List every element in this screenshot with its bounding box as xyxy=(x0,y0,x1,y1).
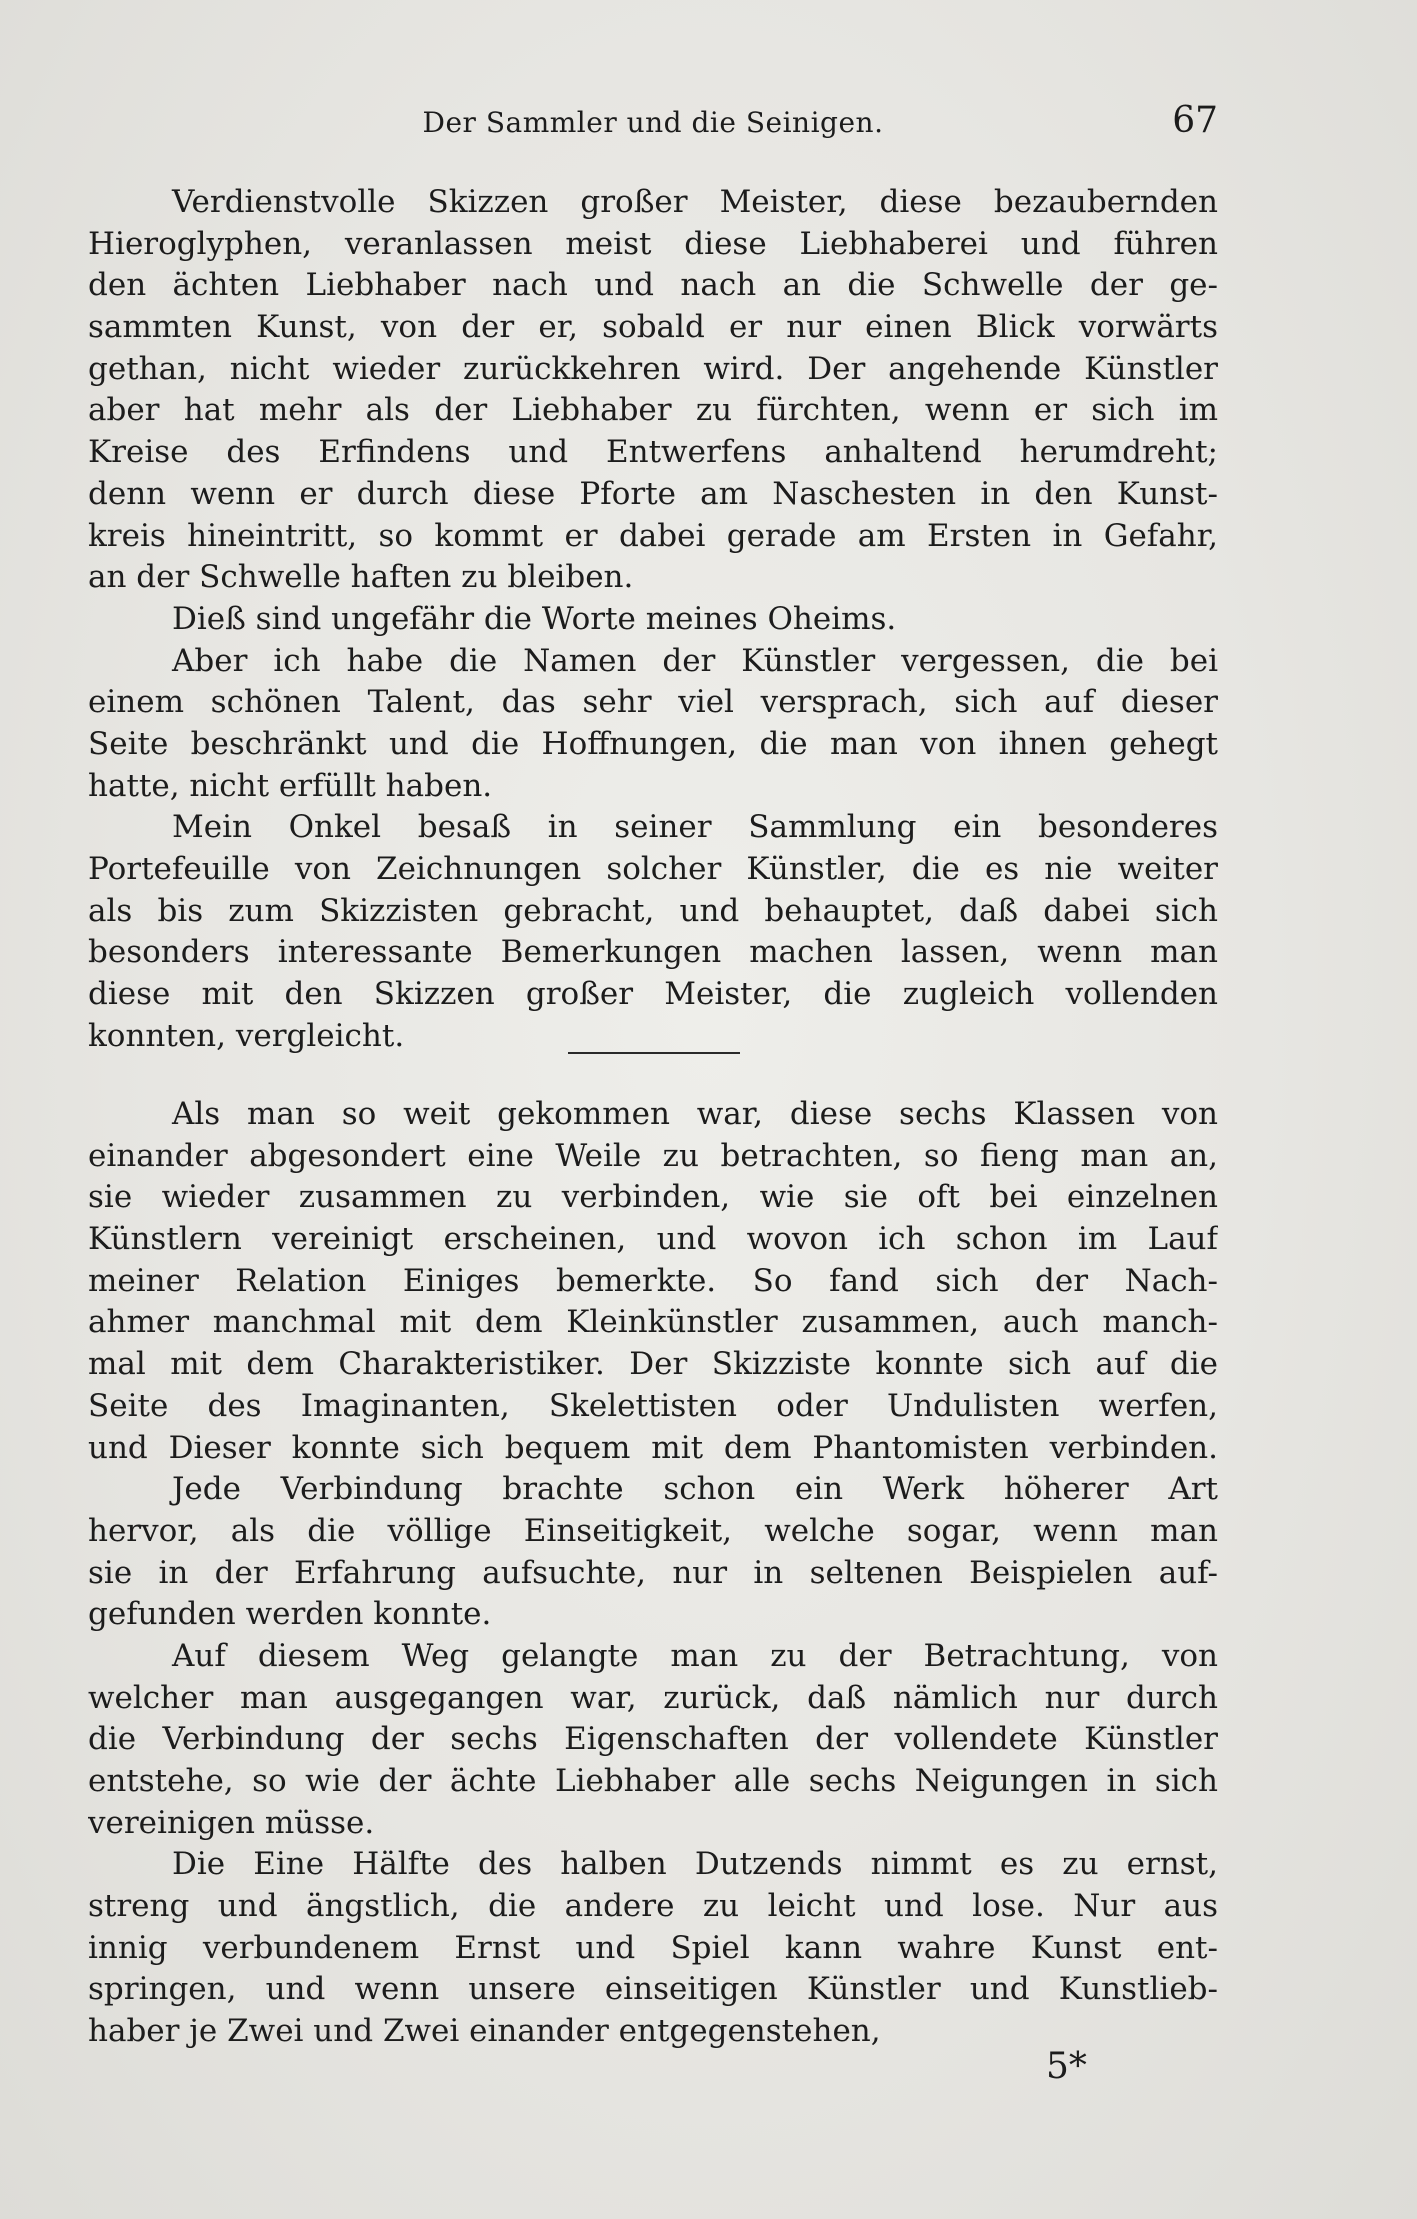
text-line: welcher man ausgegangen war, zurück, daß nämlich nur durch xyxy=(88,1679,1218,1716)
text-line: Jede Verbindung brachte schon ein Werk höherer Art xyxy=(172,1471,1218,1508)
text-line: an der Schwelle haften zu bleiben. xyxy=(88,559,634,596)
text-line: vereinigen müsse. xyxy=(88,1804,375,1841)
text-line: Künstlern vereinigt erscheinen, und wovon ich schon im Lauf xyxy=(88,1221,1218,1258)
text-line: konnten, vergleicht. xyxy=(88,1017,405,1054)
text-line: aber hat mehr als der Liebhaber zu fürchten, wenn er sich im xyxy=(88,392,1218,429)
text-line: Aber ich habe die Namen der Künstler vergessen, die bei xyxy=(172,642,1218,679)
text-line: ahmer manchmal mit dem Kleinkünstler zusammen, auch manch- xyxy=(88,1304,1218,1341)
text-line: Seite des Imaginanten, Skelettisten oder Undulisten werfen, xyxy=(88,1387,1218,1424)
text-line: Verdienstvolle Skizzen großer Meister, diese bezaubernden xyxy=(172,184,1218,220)
text-line: hatte, nicht erfüllt haben. xyxy=(88,767,493,804)
text-line: Als man so weit gekommen war, diese sechs Klassen von xyxy=(172,1096,1218,1132)
text-line: hervor, als die völlige Einseitigkeit, welche sogar, wenn man xyxy=(88,1512,1218,1549)
text-line: Portefeuille von Zeichnungen solcher Künstler, die es nie weiter xyxy=(88,851,1218,887)
page-header xyxy=(88,100,1218,154)
text-line: Auf diesem Weg gelangte man zu der Betrachtung, von xyxy=(172,1637,1218,1674)
text-line: Die Eine Hälfte des halben Dutzends nimmt es zu ernst, xyxy=(172,1846,1218,1883)
page-number: 67 xyxy=(1172,100,1218,141)
text-line: streng und ängstlich, die andere zu leicht und lose. Nur aus xyxy=(88,1888,1218,1925)
text-line: Mein Onkel besaß in seiner Sammlung ein besonderes xyxy=(172,809,1218,846)
text-line: diese mit den Skizzen großer Meister, die zugleich vollenden xyxy=(88,976,1218,1013)
text-line: sie in der Erfahrung aufsuchte, nur in seltenen Beispielen auf- xyxy=(88,1554,1218,1591)
text-line: den ächten Liebhaber nach und nach an die Schwelle der ge- xyxy=(88,267,1218,304)
text-line: sammten Kunst, von der er, sobald er nur einen Blick vorwärts xyxy=(88,309,1218,346)
text-line: Kreise des Erfindens und Entwerfens anhaltend herumdreht; xyxy=(88,434,1218,471)
text-line: entstehe, so wie der ächte Liebhaber alle sechs Neigungen in sich xyxy=(88,1763,1218,1799)
text-line: Seite beschränkt und die Hoffnungen, die man von ihnen gehegt xyxy=(88,725,1218,762)
text-block-upper xyxy=(88,182,1218,1057)
section-divider xyxy=(568,1052,740,1054)
text-line: haber je Zwei und Zwei einander entgegenstehen, xyxy=(88,2013,881,2050)
signature-mark: 5* xyxy=(1046,2046,1087,2087)
text-line: gefunden werden konnte. xyxy=(88,1596,492,1633)
text-line: als bis zum Skizzisten gebracht, und behauptet, daß dabei sich xyxy=(88,892,1218,929)
text-line: einander abgesondert eine Weile zu betrachten, so fieng man an, xyxy=(88,1137,1218,1174)
text-line: meiner Relation Einiges bemerkte. So fand sich der Nach- xyxy=(88,1262,1218,1299)
text-line: die Verbindung der sechs Eigenschaften der vollendete Künstler xyxy=(88,1721,1218,1758)
text-line: springen, und wenn unsere einseitigen Künstler und Kunstlieb- xyxy=(88,1971,1218,2008)
text-line: einem schönen Talent, das sehr viel versprach, sich auf dieser xyxy=(88,684,1218,721)
text-line: und Dieser konnte sich bequem mit dem Phantomisten verbinden. xyxy=(88,1429,1218,1466)
text-line: Hieroglyphen, veranlassen meist diese Liebhaberei und führen xyxy=(88,225,1218,262)
text-line: Dieß sind ungefähr die Worte meines Oheims. xyxy=(172,600,897,637)
text-line: denn wenn er durch diese Pforte am Naschesten in den Kunst- xyxy=(88,475,1218,512)
text-line: sie wieder zusammen zu verbinden, wie sie oft bei einzelnen xyxy=(88,1179,1218,1216)
text-line: mal mit dem Charakteristiker. Der Skizziste konnte sich auf die xyxy=(88,1346,1218,1383)
text-block-lower xyxy=(88,1094,1218,2053)
text-line: kreis hineintritt, so kommt er dabei gerade am Ersten in Gefahr, xyxy=(88,517,1218,554)
text-line: innig verbundenem Ernst und Spiel kann wahre Kunst ent- xyxy=(88,1929,1218,1966)
text-line: besonders interessante Bemerkungen machen lassen, wenn man xyxy=(88,934,1218,971)
running-title: Der Sammler und die Seinigen. xyxy=(422,106,884,139)
text-line: gethan, nicht wieder zurückkehren wird. Der angehende Künstler xyxy=(88,350,1218,387)
